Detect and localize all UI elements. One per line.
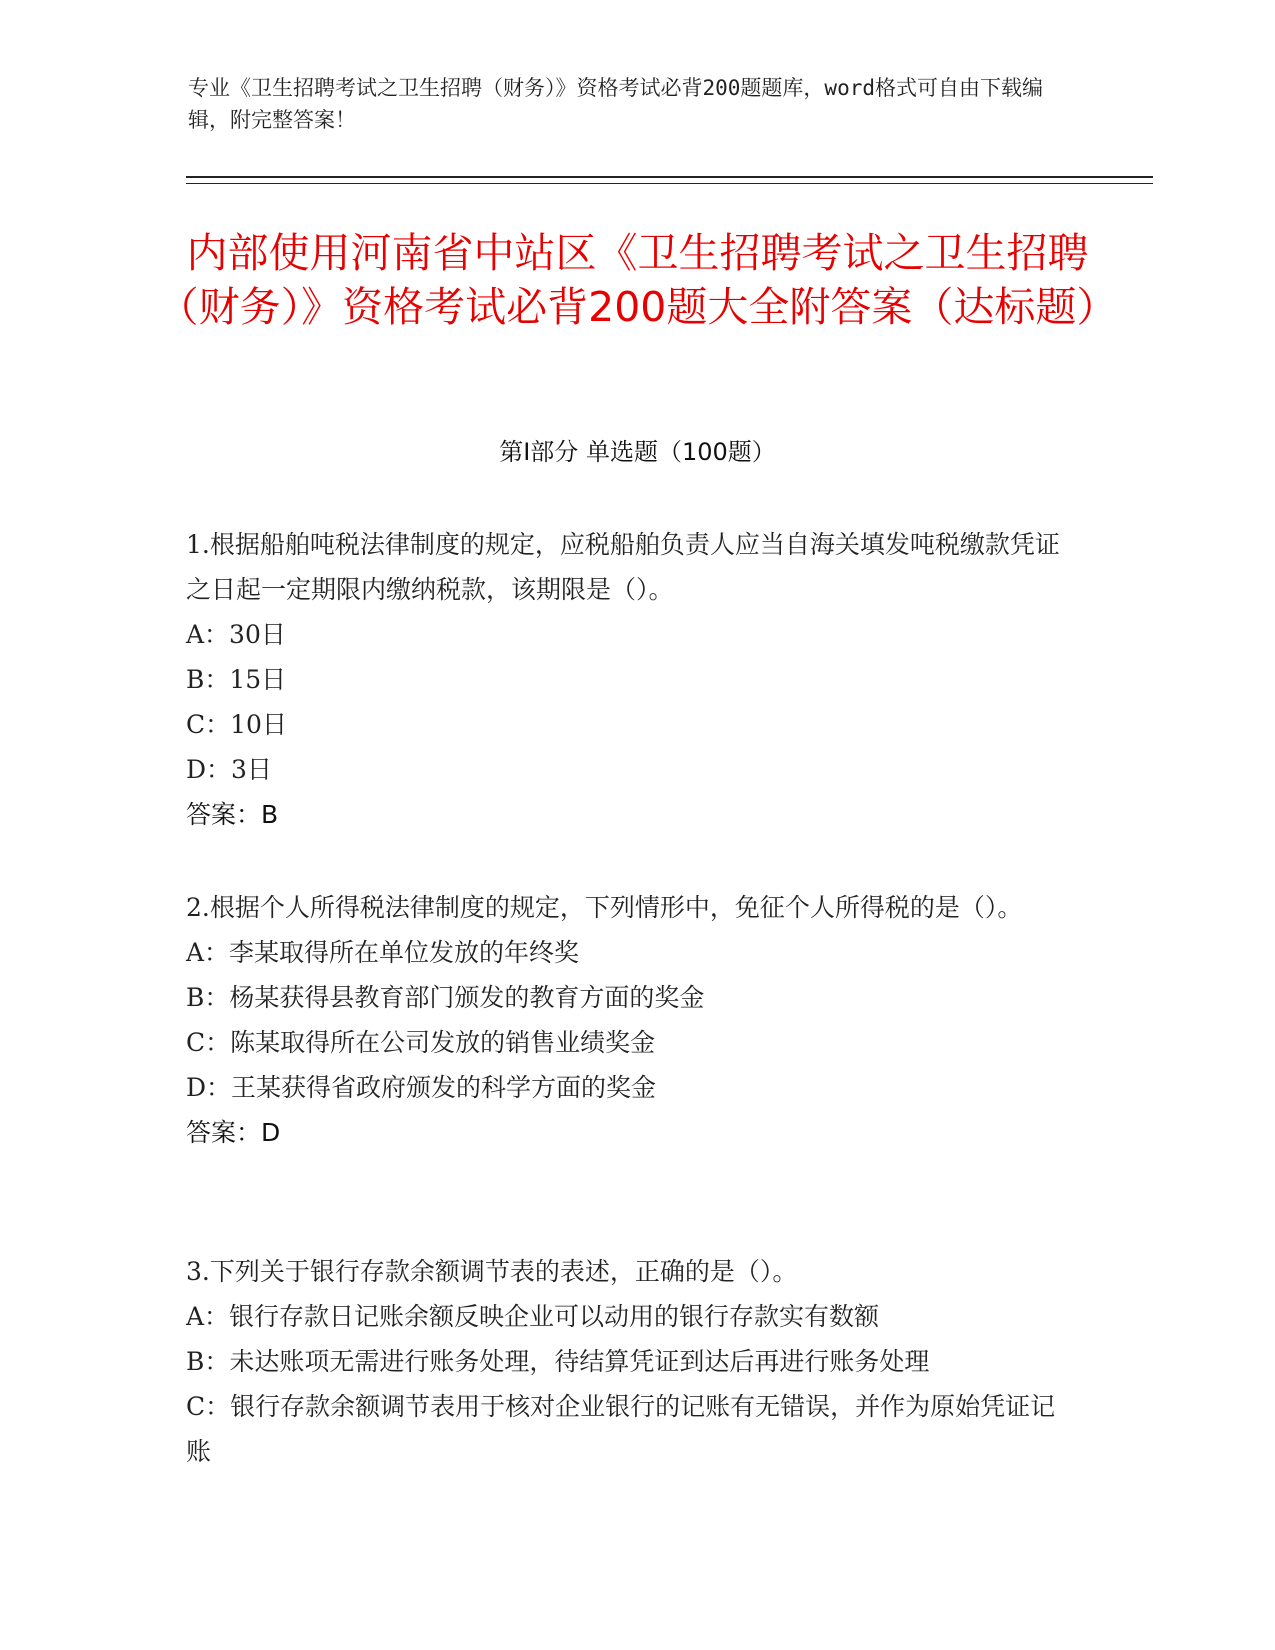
question-stem: 3.下列关于银行存款余额调节表的表述，正确的是（）。 xyxy=(186,1257,798,1286)
question-stem: 1.根据船舶吨税法律制度的规定，应税船舶负责人应当自海关填发吨税缴款凭证之日起一定期限内缴纳税款，该期限是（）。 xyxy=(186,530,1060,604)
question-stem: 2.根据个人所得税法律制度的规定，下列情形中，免征个人所得税的是（）。 xyxy=(186,893,1023,922)
option-c: C：陈某取得所在公司发放的销售业绩奖金 xyxy=(186,1028,656,1057)
header-divider-thick xyxy=(186,176,1153,178)
question-block xyxy=(186,885,1066,1155)
option-b: B：15日 xyxy=(186,665,287,694)
answer-line: 答案：D xyxy=(186,1118,281,1147)
option-c: C：银行存款余额调节表用于核对企业银行的记账有无错误，并作为原始凭证记账 xyxy=(186,1392,1056,1466)
answer-line: 答案：B xyxy=(186,800,279,829)
option-c: C：10日 xyxy=(186,710,287,739)
section-heading: 第Ⅰ部分 单选题（100题） xyxy=(499,438,776,466)
option-a: A：李某取得所在单位发放的年终奖 xyxy=(186,938,580,967)
option-b: B：未达账项无需进行账务处理，待结算凭证到达后再进行账务处理 xyxy=(186,1347,930,1376)
question-block xyxy=(186,522,1066,837)
question-block xyxy=(186,1249,1066,1474)
option-d: D：3日 xyxy=(186,755,272,784)
option-d: D：王某获得省政府颁发的科学方面的奖金 xyxy=(186,1073,657,1102)
header-divider-thin xyxy=(186,183,1153,184)
option-a: A：30日 xyxy=(186,620,286,649)
option-b: B：杨某获得县教育部门颁发的教育方面的奖金 xyxy=(186,983,705,1012)
option-a: A：银行存款日记账余额反映企业可以动用的银行存款实有数额 xyxy=(186,1302,880,1331)
header-note: 专业《卫生招聘考试之卫生招聘（财务）》资格考试必背200题题库，word格式可自由下载编辑，附完整答案！ xyxy=(188,76,1043,132)
document-title: 内部使用河南省中站区《卫生招聘考试之卫生招聘（财务）》资格考试必背200题大全附答案（达标题） xyxy=(157,229,1118,331)
